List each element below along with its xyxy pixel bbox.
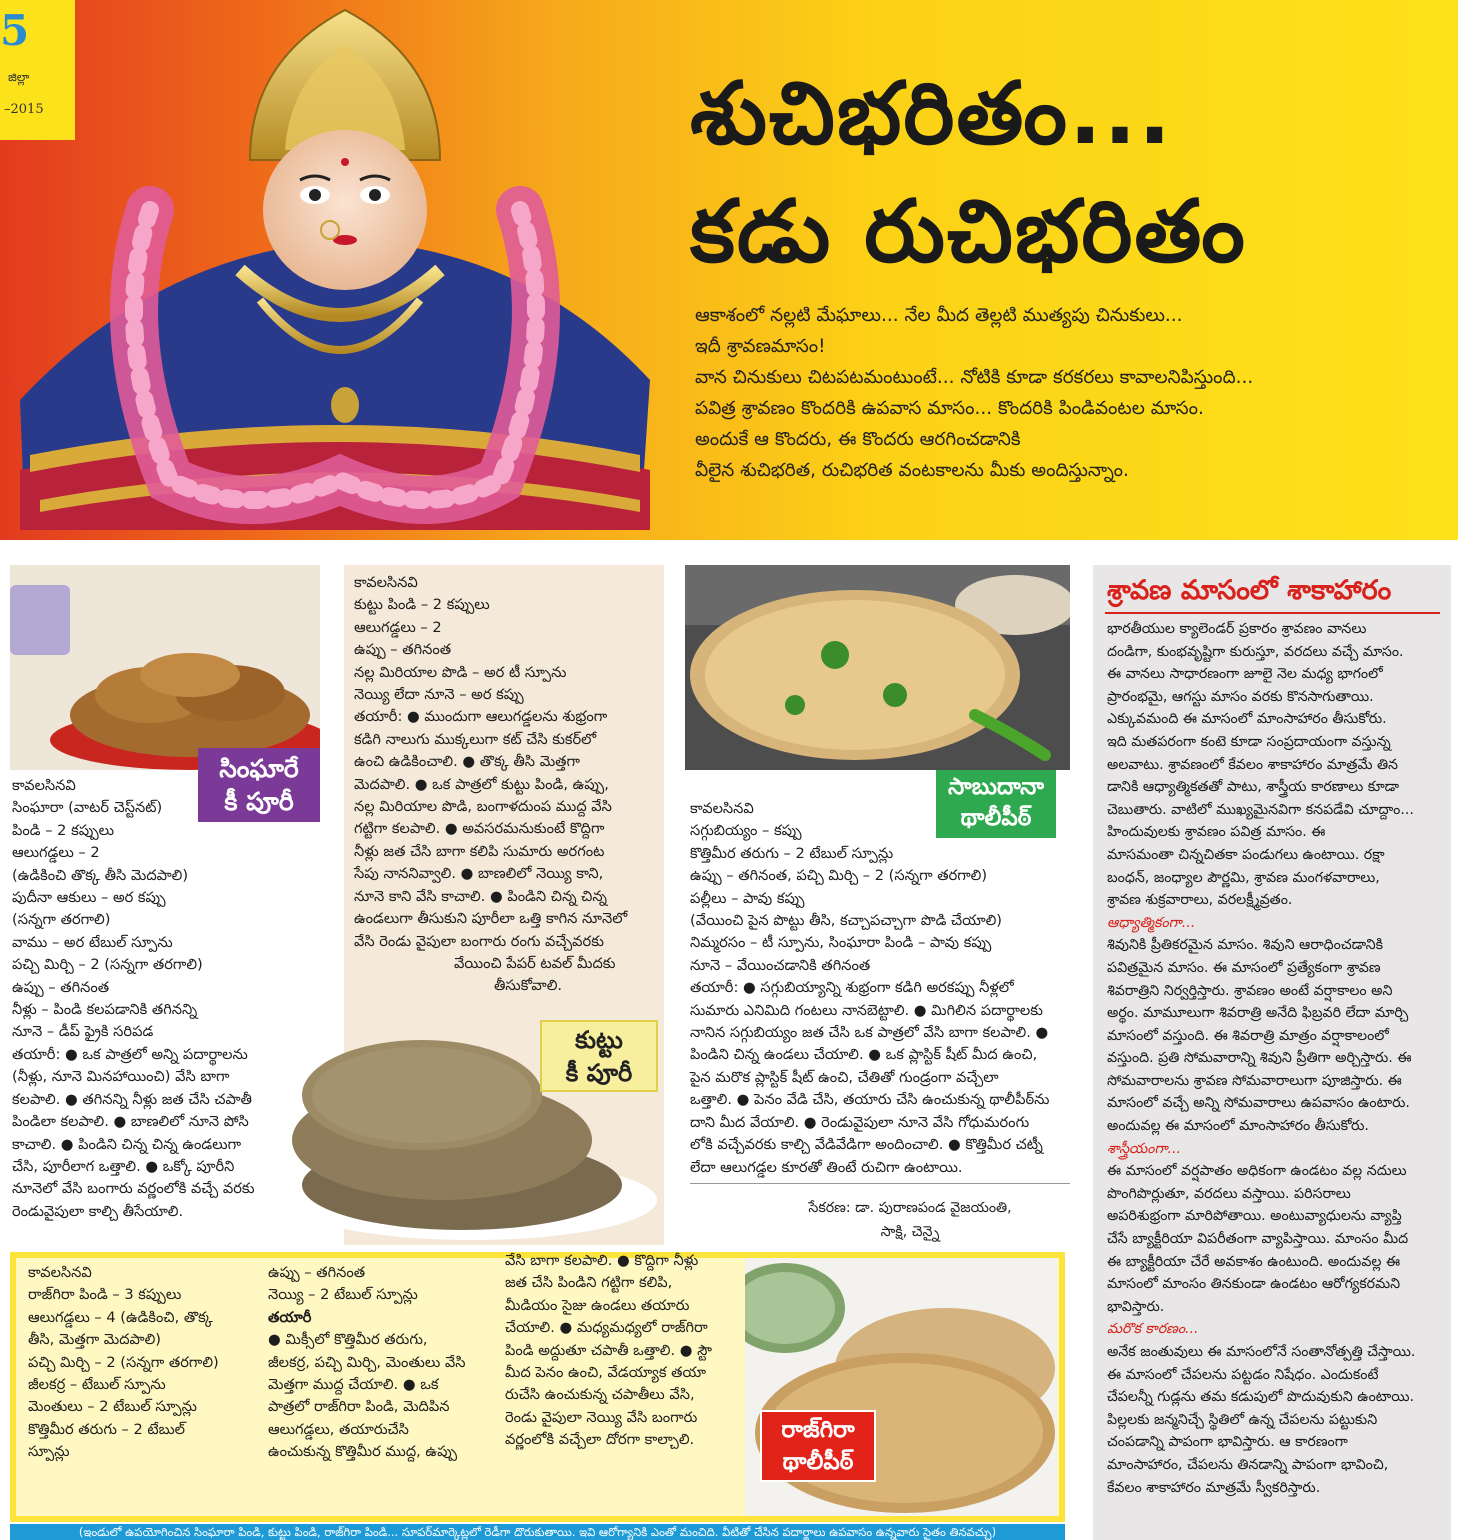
- sidebar-line: ఈ మాసంలో చేపలను పట్టడం నిషేధం. ఎందుకంటే: [1107, 1366, 1379, 1383]
- recipe-line: కలపాలి. ● తగినన్ని నీళ్లు జత చేసి చపాతీ: [12, 1090, 252, 1108]
- recipe-line: నూనె కాని వేసి కాచాలి. ● పిండిని చిన్న చిన్న: [354, 887, 607, 905]
- recipe-line: పిండి – 2 కప్పులు: [12, 821, 115, 839]
- recipe-line: కాచాలి. ● పిండిని చిన్న చిన్న ఉండలుగా: [12, 1135, 242, 1153]
- sidebar-subheading: శాస్త్రీయంగా...: [1107, 1140, 1182, 1157]
- label-line: సాబుదానా: [947, 774, 1045, 800]
- recipe-line: పిండిని చిన్న ఉండలు చేయాలి. ● ఒక ప్లాస్టిక్ షీట్ మీద ఉంచి,: [690, 1046, 1038, 1064]
- recipe-line: (వేయించి పైన పొట్టు తీసి, కచ్చాపచ్చాగా పొడి చేయాలి): [690, 912, 1002, 930]
- page-number: 5: [0, 6, 30, 55]
- rajgira-ingredients: [28, 1262, 268, 1464]
- recipe-line: దాని మీద వేయాలి. ● రెండువైపులా నూనె వేసి గోధుమరంగు: [690, 1113, 1030, 1131]
- rajgira-method-1: [268, 1262, 508, 1464]
- recipe-line: ఉప్పు – తగినంత: [268, 1264, 366, 1281]
- sidebar-line: అనేక జంతువులు ఈ మాసంలోనే సంతానోత్పత్తి చేస్తాయి.: [1107, 1344, 1416, 1360]
- sidebar-line: చేసే బ్యాక్టీరియా విపరీతంగా వ్యాపిస్తాయి. మాంసం మీద: [1107, 1231, 1409, 1248]
- sabudana-thalipeeth-photo: [685, 565, 1070, 770]
- sidebar-line: పవిత్రమైన మాసం. ఈ మాసంలో ప్రత్యేకంగా శ్రావణ: [1107, 959, 1381, 976]
- recipe-line: ● మిక్సీలో కొత్తిమీర తరుగు,: [268, 1331, 428, 1349]
- sidebar-title-rule: [1105, 612, 1440, 614]
- recipe-line: సేపు నాననివ్వాలి. ● బాణలిలో నెయ్యి కాని,: [354, 865, 604, 883]
- sabudana-thalipeeth-recipe: [690, 798, 1070, 1179]
- recipe-line: గట్టిగా కలపాలి. ● అవసరమనుకుంటే కొద్దిగా: [354, 820, 605, 838]
- recipe-line: నల్ల మిరియాల పొడి – అర టీ స్పూను: [354, 663, 567, 681]
- recipe-line: కావలసినవి: [354, 574, 418, 591]
- recipe-line: నూనె – వేయించడానికి తగినంత: [690, 956, 871, 974]
- recipe-line: మెంతులు – 2 టేబుల్ స్పూన్లు: [28, 1398, 197, 1416]
- sidebar-line: ఇది మతపరంగా కంటె కూడా సంప్రదాయంగా వస్తున్న: [1107, 733, 1391, 750]
- sidebar-line: సోమవారాలను శ్రావణ సోమవారాలుగా పూజిస్తారు. ఈ: [1107, 1072, 1402, 1089]
- intro-text: [695, 300, 1435, 486]
- recipe-line: మెదపాలి. ● ఒక పాత్రలో కుట్టు పిండి, ఉప్పు,: [354, 775, 609, 793]
- recipe-line: ఉంచి ఉడికించాలి. ● తొక్క తీసి మెత్తగా: [354, 753, 580, 771]
- recipe-line: పచ్చి మిర్చి – 2 (సన్నగా తరగాలి): [28, 1353, 219, 1371]
- recipe-line: ఆలుగడ్డలు – 4 (ఉడికించి, తొక్క: [28, 1308, 213, 1326]
- recipe-line: నెయ్యి లేదా నూనె – అర కప్పు: [354, 686, 524, 704]
- recipe-line: మీడియం సైజు ఉండలు తయారు: [505, 1296, 690, 1314]
- sidebar-line: ఈ మాసంలో వర్షపాతం అధికంగా ఉండటం వల్ల నదులు: [1107, 1163, 1407, 1180]
- label-line: థాలీపీఠ్: [782, 1449, 854, 1475]
- recipe-line: నూనెలో వేసి బంగారు వర్ణంలోకి వచ్చే వరకు: [12, 1180, 255, 1198]
- sidebar-line: మాసంలో మాంసం తినకుండా ఉండటం ఆరోగ్యకరమని: [1107, 1276, 1401, 1293]
- recipe-line: తయారీ: [268, 1308, 312, 1326]
- sidebar-line: కేవలం శాకాహారం మాత్రమే స్వీకరిస్తారు.: [1107, 1479, 1321, 1496]
- recipe-line: కావలసినవి: [28, 1264, 92, 1281]
- recipe-line: పిండిలా కలపాలి. ● బాణలిలో నూనె పోసి: [12, 1113, 249, 1131]
- sidebar-title: శ్రావణ మాసంలో శాకాహారం: [1107, 575, 1392, 606]
- page-corner: [0, 0, 75, 140]
- singhare-puri-photo: [10, 565, 320, 770]
- recipe-line: వాము – అర టేబుల్ స్పూను: [12, 933, 173, 951]
- label-line: సింఘారే: [219, 754, 299, 783]
- sidebar-line: మాసమంతా చిన్నచితకా పండుగలు ఉంటాయి. రక్షా: [1107, 846, 1385, 863]
- intro-line: వీలైన శుచిభరిత, రుచిభరిత వంటకాలను మీకు అందిస్తున్నాం.: [695, 460, 1129, 481]
- sidebar-line: ఎక్కువమంది ఈ మాసంలో మాంసాహారం తీసుకోరు.: [1107, 711, 1387, 728]
- recipe-line: ఉంచుకున్న కొత్తిమీర ముద్ద, ఉప్పు: [268, 1443, 458, 1461]
- sidebar-line: మాసంలో వస్తుంది. ఈ శివరాత్రి మాత్రం వర్షాకాలంలో: [1107, 1027, 1389, 1044]
- sidebar-line: శివునికి ప్రీతికరమైన మాసం. శివుని ఆరాధించడానికి: [1107, 937, 1384, 954]
- sidebar-line: ప్రారంభమై, ఆగస్టు మాసం వరకు కొనసాగుతాయి.: [1107, 688, 1374, 705]
- sidebar-line: డానికి ఆధ్యాత్మికతతో పాటు, శాస్త్రీయ కారణాలు కూడా: [1107, 779, 1400, 796]
- recipe-line: కావలసినవి: [690, 800, 754, 817]
- recipe-line: వేసి రెండు వైపులా బంగారు రంగు వచ్చేవరకు: [354, 932, 604, 950]
- recipe-line: రెండువైపులా కాల్చి తీసేయాలి.: [12, 1202, 184, 1220]
- recipe-line: తయారీ: ● ఒక పాత్రలో అన్ని పదార్థాలను: [12, 1045, 248, 1063]
- recipe-line: జీలకర్ర – టేబుల్ స్పూను: [28, 1376, 166, 1394]
- label-line: కీ పూరీ: [224, 787, 294, 816]
- credit: [755, 1196, 1065, 1244]
- recipe-line: నీళ్లు – పిండి కలపడానికి తగినన్ని: [12, 1001, 198, 1019]
- recipe-line: ఆలుగడ్డలు – 2: [12, 844, 100, 862]
- recipe-line: తీసుకోవాలి.: [494, 977, 563, 995]
- recipe-line: ఉప్పు – తగినంత, పచ్చి మిర్చి – 2 (సన్నగా తరగాలి): [690, 867, 988, 885]
- credit-line: సేకరణ: డా. పురాణపండ వైజయంతి,: [808, 1200, 1012, 1216]
- sidebar-line: చెబుతారు. వాటిలో ముఖ్యమైనవిగా కనపడేవి చూద్దాం...: [1107, 801, 1414, 818]
- recipe-line: స్పూన్లు: [28, 1443, 70, 1461]
- sidebar-line: భారతీయుల క్యాలెండర్ ప్రకారం శ్రావణం వానలు: [1107, 621, 1367, 637]
- sidebar-line: పొంగిపొర్లుతూ, వరదలు వస్తాయి. పరిసరాలు: [1107, 1185, 1351, 1202]
- recipe-line: ఆలుగడ్డలు – 2: [354, 618, 442, 636]
- recipe-line: ఒత్తాలి. ● పెనం వేడి చేసి, తయారు చేసి ఉంచుకున్న థాలీపీఠ్‌ను: [690, 1091, 1050, 1109]
- recipe-line: జత చేసి పిండిని గట్టిగా కలిపి,: [505, 1274, 673, 1292]
- recipe-line: కొత్తిమీర తరుగు – 2 టేబుల్ స్పూన్లు: [690, 844, 894, 862]
- recipe-line: ఉండలుగా తీసుకుని పూరీలా ఒత్తి కాగిన నూనెలో: [354, 910, 628, 928]
- recipe-line: మెత్తగా ముద్ద చేయాలి. ● ఒక: [268, 1376, 439, 1394]
- recipe-line: లేదా ఆలుగడ్డల కూరతో తింటే రుచిగా ఉంటాయి.: [690, 1158, 963, 1176]
- recipe-line: వర్ణంలోకి వచ్చేలా దోరగా కాల్చాలి.: [505, 1431, 695, 1449]
- sidebar-line: దండిగా, కుంభవృష్టిగా కురుస్తూ, వరదలు వచ్చే మాసం.: [1107, 643, 1404, 660]
- sidebar-line: శ్రావణ శుక్రవారాలు, వరలక్ష్మీవ్రతం.: [1107, 892, 1293, 909]
- sidebar-line: మాంసాహారం, చేపలను తినడాన్ని పాపంగా భావించి,: [1107, 1456, 1389, 1473]
- recipe-line: పాత్రలో రాజ్‌గిరా పిండి, మెదిపిన: [268, 1398, 450, 1416]
- district-label: జిల్లా: [8, 70, 30, 84]
- recipe-line: సగ్గుబియ్యం – కప్పు: [690, 822, 802, 840]
- recipe-line: లోకి వచ్చేవరకు కాల్చి వేడివేడిగా అందించాలి. ● కొత్తిమీర చట్నీ: [690, 1136, 1043, 1154]
- recipe-line: కొత్తిమీర తరుగు – 2 టేబుల్: [28, 1420, 186, 1438]
- kuttu-puri-recipe: [354, 572, 664, 998]
- recipe-line: (ఉడికించి తొక్క తీసి మెదపాలి): [12, 866, 189, 884]
- recipe-line: రాజ్‌గిరా పిండి – 3 కప్పులు: [28, 1286, 182, 1304]
- recipe-line: పల్లీలు – పావు కప్పు: [690, 889, 805, 907]
- label-line: కుట్టు: [575, 1026, 623, 1054]
- sidebar-text: [1107, 618, 1447, 1499]
- recipe-line: నూనె – డీప్ ఫ్రైకి సరిపడ: [12, 1023, 154, 1041]
- label-line: థాలీపీఠ్: [960, 805, 1032, 831]
- recipe-line: నిమ్మరసం – టీ స్పూను, సింఘారా పిండి – పావు కప్పు: [690, 934, 992, 952]
- sidebar-line: అపరిశుభ్రంగా మారిపోతాయి. అంటువ్యాధులను వ్యాప్తి: [1107, 1208, 1402, 1225]
- recipe-line: పైన మరొక ప్లాస్టిక్ షీట్ ఉంచి, చేతితో గుండ్రంగా వచ్చేలా: [690, 1068, 999, 1086]
- credit-line: సాక్షి, చెన్నై: [880, 1224, 940, 1240]
- title-line-1: శుచిభరితం...: [690, 64, 1173, 164]
- goddess-image: [0, 0, 680, 540]
- sidebar-subheading: ఆధ్యాత్మికంగా...: [1107, 914, 1196, 931]
- recipe-line: మీద పెనం ఉంచి, వేడయ్యాక తయా: [505, 1364, 706, 1382]
- sidebar-line: చేపలన్నీ గుడ్లను తమ కడుపులో పొదువుకుని ఉంటాయి.: [1107, 1389, 1415, 1406]
- recipe-line: రుచేసి ఉంచుకున్న చపాతీలు వేసి,: [505, 1386, 695, 1404]
- footer-note: (ఇండులో ఉపయోగించిన సింఘారా పిండి, కుట్టు పిండి, రాజ్‌గిరా పిండి... సూపర్‌మార్కెట్లలో రెడీగా దొరుకుతాయి. ఇవి ఆరోగ్యానికి ఎంతో మంచిది. వీటితో చేసిన పదార్థాలు ఉపవాసం ఉన్నవారు సైతం తినవచ్చు): [10, 1524, 1065, 1540]
- recipe-line: ఉప్పు – తగినంత: [12, 978, 110, 996]
- sidebar-line: హిందువులకు శ్రావణం పవిత్ర మాసం. ఈ: [1107, 824, 1326, 841]
- sidebar-line: ఈ బ్యాక్టీరియా చేరే అవకాశం ఉంటుంది. అందువల్ల ఈ: [1107, 1253, 1401, 1270]
- recipe-line: సుమారు ఎనిమిది గంటలు నానబెట్టాలి. ● మిగిలిన పదార్థాలకు: [690, 1001, 1043, 1019]
- recipe-line: నానిన సగ్గుబియ్యం జత చేసి ఒక పాత్రలో వేసి బాగా కలపాలి. ●: [690, 1024, 1049, 1042]
- title-line-2: కడు రుచిభరితం: [690, 182, 1247, 282]
- recipe-line: చేయాలి. ● మధ్యమధ్యలో రాజ్‌గిరా: [505, 1319, 708, 1337]
- recipe-line: సింఘారా (వాటర్ చెస్ట్‌నట్): [12, 799, 163, 817]
- sidebar-line: మాసంలో వచ్చే అన్ని సోమవారాలు ఉపవాసం ఉంటారు.: [1107, 1095, 1410, 1112]
- recipe-line: రెండు వైపులా నెయ్యి వేసి బంగారు: [505, 1408, 698, 1426]
- sidebar-line: ఈ వానలు సాధారణంగా జూలై నెల మధ్య భాగంలో: [1107, 666, 1383, 683]
- sidebar-line: చంపడాన్ని పాపంగా భావిస్తారు. ఆ కారణంగా: [1107, 1434, 1348, 1451]
- recipe-line: తీసి, మెత్తగా మెదపాలి): [28, 1331, 161, 1349]
- recipe-line: ఉప్పు – తగినంత: [354, 641, 452, 659]
- recipe-line: (నీళ్లు, నూనె మినహాయించి) వేసి బాగా: [12, 1068, 230, 1086]
- recipe-line: చేసి, పూరీలాగ ఒత్తాలి. ● ఒక్కో పూరీని: [12, 1157, 235, 1175]
- recipe-line: (సన్నగా తరగాలి): [12, 911, 111, 929]
- rajgira-method-2: [505, 1250, 745, 1452]
- recipe-line: కావలసినవి: [12, 777, 76, 794]
- recipe-line: నల్ల మిరియాల పొడి, బంగాళదుంప ముద్ద వేసి: [354, 798, 612, 816]
- recipe-line: పచ్చి మిర్చి – 2 (సన్నగా తరగాలి): [12, 956, 203, 974]
- recipe-line: తయారీ: ● ముందుగా ఆలుగడ్డలను శుభ్రంగా: [354, 708, 608, 726]
- sidebar-line: అందువల్ల ఈ మాసంలో మాంసాహారం తీసుకోరు.: [1107, 1118, 1369, 1135]
- sidebar-subheading: మరొక కారణం...: [1107, 1321, 1199, 1338]
- rajgira-thalipeeth-label: [760, 1410, 876, 1482]
- recipe-line: నీళ్లు జత చేసి బాగా కలిపి సుమారు అరగంట: [354, 842, 605, 860]
- recipe-line: వేసి బాగా కలపాలి. ● కొద్దిగా నీళ్లు: [505, 1252, 699, 1269]
- recipe-line: జీలకర్ర, పచ్చి మిర్చి, మెంతులు వేసి: [268, 1353, 466, 1371]
- label-line: కీ పూరీ: [565, 1059, 633, 1087]
- recipe-line: కుట్టు పిండి – 2 కప్పులు: [354, 596, 490, 614]
- recipe-line: పిండి అద్దుతూ చపాతీ ఒత్తాలి. ● స్టౌ: [505, 1341, 712, 1359]
- recipe-line: తయారీ: ● సగ్గుబియ్యాన్ని శుభ్రంగా కడిగి అరకప్పు నీళ్లలో: [690, 979, 1014, 997]
- sidebar-line: బంధన్, జంధ్యాల పౌర్ణమి, శ్రావణ మంగళవారాలు,: [1107, 869, 1380, 886]
- label-line: రాజ్‌గిరా: [781, 1417, 855, 1443]
- sidebar-line: భావిస్తారు.: [1107, 1298, 1165, 1315]
- kuttu-puri-label: [540, 1020, 658, 1092]
- intro-line: వాన చినుకులు చిటపటమంటుంటే... నోటికి కూడా కరకరలు కావాలనిపిస్తుంది...: [695, 367, 1254, 388]
- recipe-line: నెయ్యి – 2 టేబుల్ స్పూన్లు: [268, 1286, 418, 1304]
- sidebar-line: పిల్లలకు జన్మనిచ్చే స్థితిలో ఉన్న చేపలను పట్టుకుని: [1107, 1411, 1378, 1428]
- sidebar-line: అలవాటు. శ్రావణంలో కేవలం శాకాహారం మాత్రమే తిన: [1107, 756, 1399, 773]
- sidebar-line: శివరాత్రిని నిర్వర్తిస్తారు. శ్రావణం అంటే వర్షాకాలం అని: [1107, 982, 1393, 999]
- intro-line: అందుకే ఆ కొందరు, ఈ కొందరు ఆరగించడానికి: [695, 429, 1021, 450]
- sidebar-line: అర్థం. మామూలుగా శివరాత్రి అనేది ఫిబ్రవరి లేదా మార్చి: [1107, 1005, 1409, 1022]
- intro-line: ఆకాశంలో నల్లటి మేఘాలు... నేల మీద తెల్లటి ముత్యపు చినుకులు...: [695, 305, 1183, 326]
- recipe-line: కడిగి నాలుగు ముక్కలుగా కట్ చేసి కుకర్‌లో: [354, 730, 597, 748]
- recipe-line: పుదీనా ఆకులు – అర కప్పు: [12, 889, 166, 907]
- sidebar-line: వస్తుంది. ప్రతి సోమవారాన్ని శివుని ప్రీతిగా అర్చిస్తారు. ఈ: [1107, 1050, 1412, 1067]
- edition-date: –2015: [4, 102, 44, 117]
- page-title: [690, 55, 1430, 291]
- recipe-line: వేయించి పేపర్ టవల్ మీదకు: [454, 954, 616, 972]
- credit-divider: [690, 1183, 1070, 1184]
- intro-line: పవిత్ర శ్రావణం కొందరికి ఉపవాస మాసం... కొందరికి పిండివంటల మాసం.: [695, 398, 1204, 419]
- intro-line: ఇదీ శ్రావణమాసం!: [695, 336, 826, 357]
- recipe-line: ఆలుగడ్డలు, తయారుచేసి: [268, 1420, 409, 1438]
